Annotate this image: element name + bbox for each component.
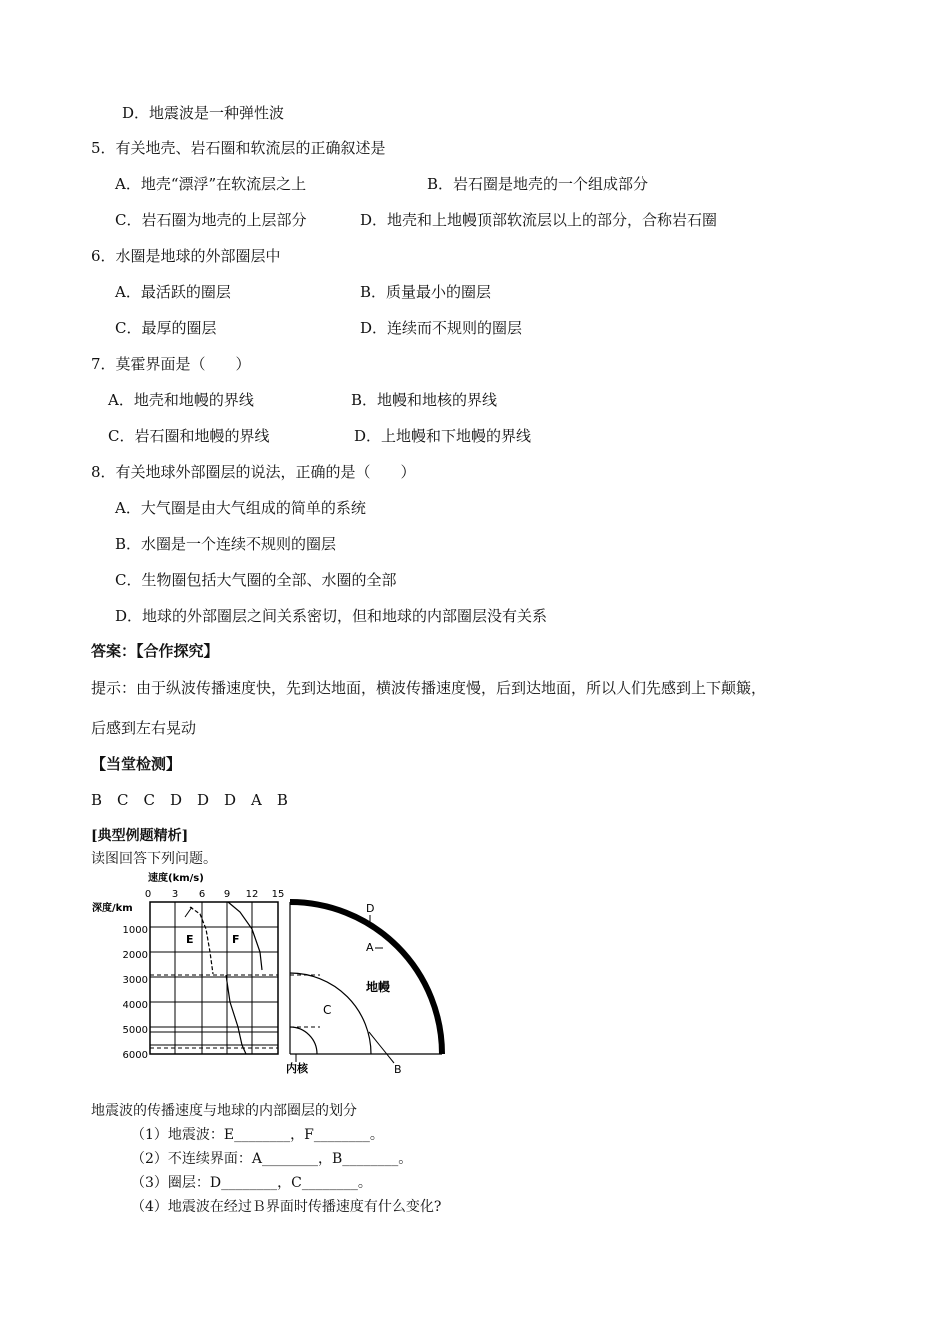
example-q4: （4）地震波在经过Ｂ界面时传播速度有什么变化?: [131, 1199, 442, 1215]
answers-heading: 答案：【合作探究】: [91, 642, 219, 660]
q5-option-d: D．地壳和上地幔顶部软流层以上的部分，合称岩石圈: [360, 211, 718, 229]
example-q2: （2）不连续界面：A________，B________。: [131, 1151, 413, 1167]
depth-tick: 6000: [122, 1050, 148, 1061]
depth-axis-title: 深度/km: [92, 903, 133, 914]
q4-option-d: D．地震波是一种弹性波: [122, 104, 285, 122]
q7-option-a: A．地壳和地幔的界线: [108, 391, 254, 409]
label-b: B: [394, 1063, 402, 1076]
q6-option-b: B．质量最小的圈层: [360, 283, 492, 301]
wave-e-pointer: [185, 907, 192, 917]
inner-core-label: 内核: [286, 1062, 308, 1075]
mantle-label: 地幔: [366, 980, 391, 994]
q5-option-c: C．岩石圈为地壳的上层部分: [115, 211, 307, 229]
speed-tick: 9: [223, 889, 231, 900]
q5-option-b: B．岩石圈是地壳的一个组成部分: [427, 175, 649, 193]
q8-stem: 8．有关地球外部圈层的说法，正确的是（ ）: [91, 463, 416, 481]
example-q1: （1）地震波：E________，F________。: [131, 1127, 384, 1143]
speed-tick: 3: [171, 889, 179, 900]
wave-f-label: F: [232, 933, 240, 946]
depth-tick: 5000: [122, 1025, 148, 1036]
seismic-figure: [90, 867, 450, 1079]
speed-tick: 6: [198, 889, 206, 900]
hint-line-2: 后感到左右晃动: [91, 719, 197, 737]
q8-option-a: A．大气圈是由大气组成的简单的系统: [115, 499, 366, 517]
depth-tick: 4000: [122, 1000, 148, 1011]
wave-e-label: E: [186, 933, 194, 946]
figure-caption: 地震波的传播速度与地球的内部圈层的划分: [91, 1103, 357, 1119]
depth-tick: 3000: [122, 975, 148, 986]
depth-tick: 2000: [122, 950, 148, 961]
example-heading: [典型例题精析]: [91, 828, 189, 844]
q8-option-d: D．地球的外部圈层之间关系密切，但和地球的内部圈层没有关系: [115, 607, 548, 625]
speed-tick: 0: [144, 889, 152, 900]
example-q3: （3）圈层：D________，C________。: [131, 1175, 372, 1191]
q7-option-d: D．上地幔和下地幔的界线: [354, 427, 532, 445]
hint-line-1: 提示：由于纵波传播速度快，先到达地面，横波传播速度慢，后到达地面，所以人们先感到上下颠簸，: [91, 679, 767, 697]
inner-core-boundary: [290, 1027, 317, 1054]
label-c: C: [323, 1003, 332, 1017]
boundary-dashes: [150, 975, 278, 1048]
q7-option-c: C．岩石圈和地幔的界线: [108, 427, 270, 445]
depth-tick: 1000: [122, 925, 148, 936]
q6-option-a: A．最活跃的圈层: [115, 283, 231, 301]
speed-depth-grid: [150, 902, 278, 1054]
label-b-pointer: [369, 1032, 394, 1063]
q6-option-d: D．连续而不规则的圈层: [360, 319, 523, 337]
speed-tick: 12: [245, 889, 259, 900]
q5-stem: 5．有关地壳、岩石圈和软流层的正确叙述是: [91, 139, 386, 157]
q7-option-b: B．地幔和地核的界线: [351, 391, 498, 409]
crust-arc: [290, 902, 442, 1054]
label-a: A: [366, 941, 374, 954]
q7-stem: 7．莫霍界面是（ ）: [91, 355, 251, 373]
q8-option-c: C．生物圈包括大气圈的全部、水圈的全部: [115, 571, 397, 589]
check-answers: B C C D D D A B: [91, 791, 288, 809]
wave-f-curve: [226, 902, 262, 1054]
check-heading: 【当堂检测】: [91, 755, 182, 773]
label-d: D: [366, 902, 375, 915]
speed-tick: 15: [271, 889, 285, 900]
q5-option-a: A．地壳“漂浮”在软流层之上: [115, 175, 307, 193]
speed-axis-title: 速度(km/s): [148, 873, 204, 884]
q6-stem: 6．水圈是地球的外部圈层中: [91, 247, 281, 265]
example-intro: 读图回答下列问题。: [91, 851, 217, 867]
q8-option-b: B．水圈是一个连续不规则的圈层: [115, 535, 337, 553]
q6-option-c: C．最厚的圈层: [115, 319, 217, 337]
